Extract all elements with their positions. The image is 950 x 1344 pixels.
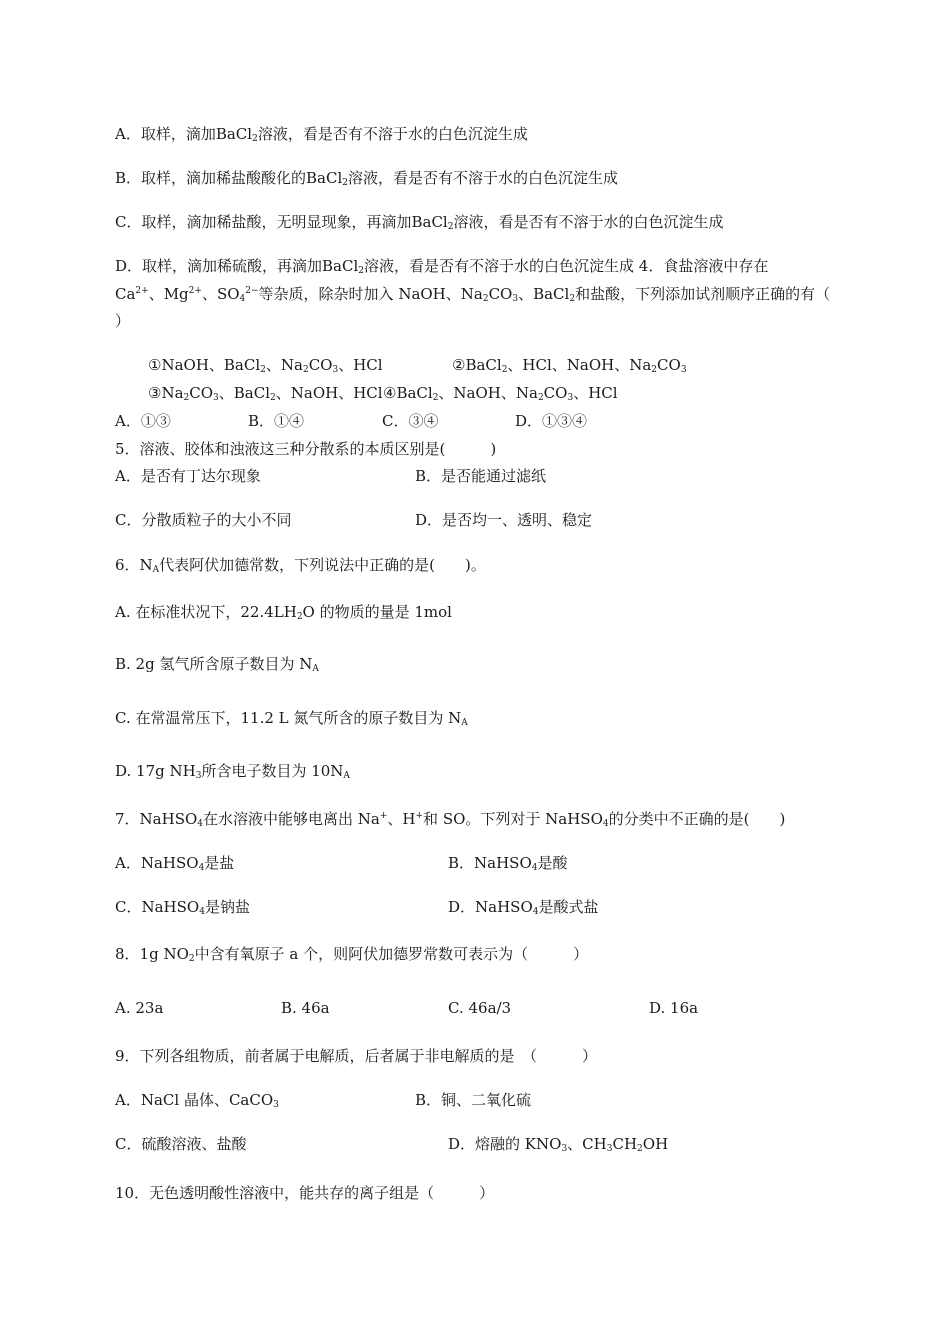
q9-option-b: B．铜、二氧化硫 [415,1091,532,1109]
q5-option-b: B．是否能通过滤纸 [415,467,547,485]
q4-stem-line-2: $Ca^{2+}$、$Mg^{2+}$、$SO_4^{2-}$等杂质，除杂时加入 NaOH、$Na_2CO_3$、BaCl$_2$和盐酸，下列添加试剂顺序正确的有（ [115,285,831,304]
q9-option-c: C．硫酸溶液、盐酸 [115,1135,247,1153]
q8-option-c: C. 46a/3 [448,999,512,1017]
q3-option-b: B．取样，滴加稀盐酸酸化的BaCl$_2$溶液，看是否有不溶于水的白色沉淀生成 [115,169,619,188]
q4-answer-d: D．①③④ [515,412,588,430]
q4-answer-b: B．①④ [248,412,305,430]
q3-option-c: C．取样，滴加稀盐酸，无明显现象，再滴加BaCl$_2$溶液，看是否有不溶于水的白色沉淀生成 [115,213,724,232]
q7-option-c: C．NaHSO$_4$是钠盐 [115,898,250,917]
q10-stem: 10．无色透明酸性溶液中，能共存的离子组是（ ） [115,1184,495,1202]
q6-stem: 6．$N_A$代表阿伏加德常数，下列说法中正确的是( )。 [115,556,486,575]
q9-option-a: A．NaCl 晶体、CaCO$_3$ [115,1091,279,1110]
q8-option-d: D. 16a [649,999,699,1017]
q8-option-b: B. 46a [281,999,330,1017]
q4-sequence-4: ④BaCl$_2$、NaOH、$Na_2CO_3$、HCl [383,384,618,403]
q3-option-d: D．取样，滴加稀硫酸，再滴加BaCl$_2$溶液，看是否有不溶于水的白色沉淀生成 4．食盐溶液中存在 [115,257,769,276]
q4-sequence-3: $③Na_2CO_3$、BaCl$_2$、NaOH、HCl [148,384,383,403]
q5-option-a: A．是否有丁达尔现象 [115,467,261,485]
q4-stem-line-3: ） [115,312,131,330]
q4-sequence-1: ①NaOH、BaCl$_2$、$Na_2CO_3$、HCl [148,356,383,375]
q5-option-c: C．分散质粒子的大小不同 [115,511,292,529]
q5-option-d: D．是否均一、透明、稳定 [415,511,593,529]
q5-stem: 5．溶液、胶体和浊液这三种分散系的本质区别是( ) [115,440,497,458]
q3-option-a: A．取样，滴加BaCl$_2$溶液，看是否有不溶于水的白色沉淀生成 [115,125,528,144]
q6-option-b: B. 2g 氢气所含原子数目为 $N_A$ [115,655,319,674]
q7-option-a: A．NaHSO$_4$是盐 [115,854,235,873]
q6-option-a: A. 在标准状况下，$22.4LH_2O$ 的物质的量是 1mol [115,603,452,622]
q9-option-d: D．熔融的 $KNO_3$、$CH_3CH_2OH$ [448,1135,669,1154]
q4-answer-c: C．③④ [382,412,439,430]
q8-stem: 8．1g $NO_2$中含有氧原子 a 个，则阿伏加德罗常数可表示为（ ） [115,945,589,964]
q4-sequence-2: ②BaCl$_2$、HCl、NaOH、$Na_2CO_3$ [452,356,687,375]
q7-option-d: D．NaHSO$_4$是酸式盐 [448,898,599,917]
q6-option-d: D. 17g $NH_3$所含电子数目为 $10N_A$ [115,762,350,781]
q4-answer-a: A．①③ [115,412,171,430]
q6-option-c: C. 在常温常压下，11.2 L 氮气所含的原子数目为 $N_A$ [115,709,468,728]
q7-stem: 7．NaHSO$_4$在水溶液中能够电离出 Na+、H+和 SO。下列对于 NaHSO$_4$的分类中不正确的是( ) [115,810,786,829]
q9-stem: 9．下列各组物质，前者属于电解质，后者属于非电解质的是 （ ） [115,1047,598,1065]
q8-option-a: A. 23a [115,999,164,1017]
q7-option-b: B．NaHSO$_4$是酸 [448,854,568,873]
